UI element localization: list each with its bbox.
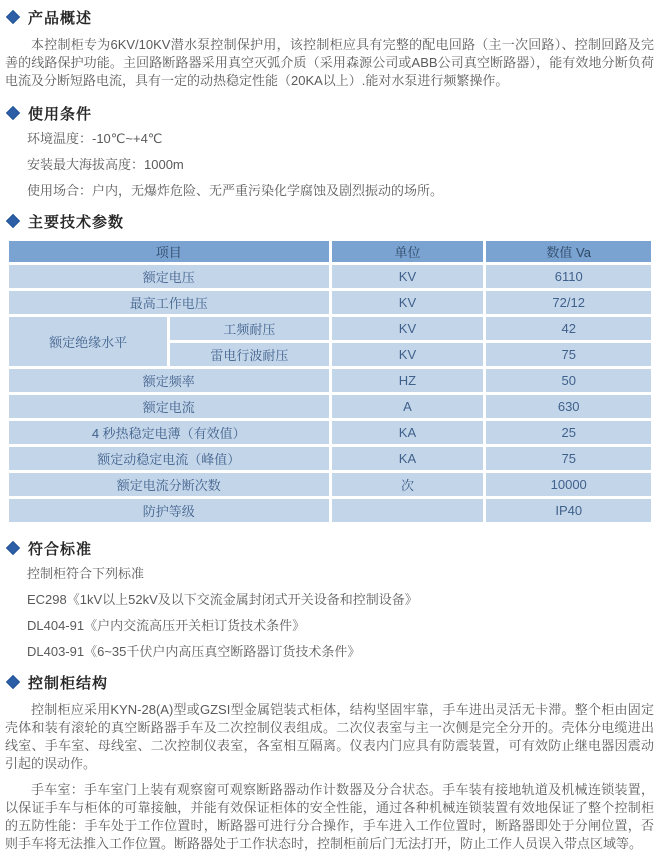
section-title-standards: 符合标准 bbox=[28, 540, 93, 558]
diamond-bullet-icon bbox=[6, 10, 20, 24]
param-value: IP40 bbox=[486, 499, 651, 522]
standard-item-dl404: DL404-91《户内交流高压开关柜订货技术条件》 bbox=[27, 618, 306, 633]
param-name: 工频耐压 bbox=[170, 317, 328, 340]
param-name: 4 秒热稳定电薄（有效值） bbox=[9, 421, 329, 444]
param-name: 额定电流分断次数 bbox=[9, 473, 329, 496]
diamond-bullet-icon bbox=[6, 541, 20, 555]
standard-item-dl403: DL403-91《6~35千伏户内高压真空断路器订货技术条件》 bbox=[27, 644, 361, 659]
section-heading-conditions bbox=[8, 102, 660, 124]
structure-paragraph-cabinet: 控制柜应采用KYN-28(A)型或GZSI型金属铠装式柜体，结构坚固牢靠，手车进出灵活无卡滞。整个柜由固定壳体和装有滚轮的真空断路器手车及二次控制仪表组成。二次仪表室与主一次侧是完全分开的。壳体分电缆进出线室、手车室、母线室、二次控制仪表室，各室相互隔离。仪表内门应具有防震装置，可有效防止继电器因震动引起的误动作。 bbox=[5, 702, 654, 771]
section-title-conditions: 使用条件 bbox=[28, 105, 93, 123]
parameters-table bbox=[6, 238, 654, 525]
table-row bbox=[9, 447, 651, 470]
param-value: 75 bbox=[486, 447, 651, 470]
standards-intro: 控制柜符合下列标准 bbox=[27, 566, 145, 581]
condition-item-temperature: 环境温度：-10℃~+4℃ bbox=[27, 131, 163, 146]
param-value: 50 bbox=[486, 369, 651, 392]
param-name: 雷电行波耐压 bbox=[170, 343, 328, 366]
param-unit: KV bbox=[332, 317, 484, 340]
param-value: 25 bbox=[486, 421, 651, 444]
diamond-bullet-icon bbox=[6, 675, 20, 689]
section-title-structure: 控制柜结构 bbox=[28, 674, 109, 692]
param-unit: HZ bbox=[332, 369, 484, 392]
structure-paragraph-truck-room: 手车室：手车室门上装有观察窗可观察断路器动作计数器及分合状态。手车装有接地轨道及机械连锁装置，以保证手车与柜体的可靠接触，并能有效保证柜体的安全性能，通过各种机械连锁装置有效地保证了整个控制柜的五防性能：手车处于工作位置时，断路器可进行分合操作，手车进入工作位置时，断路器即处于分闸位置，否则手车将无法推入工作位置。断路器处于工作状态时，控制柜前后门无法打开，防止工作人员误入带点区域等。 bbox=[5, 782, 654, 851]
diamond-bullet-icon bbox=[6, 214, 20, 228]
param-unit: 次 bbox=[332, 473, 484, 496]
standard-item-ec298: EC298《1kV以上52kV及以下交流金属封闭式开关设备和控制设备》 bbox=[27, 592, 418, 607]
conditions-list bbox=[27, 126, 660, 204]
section-heading-standards bbox=[8, 537, 660, 559]
param-value: 10000 bbox=[486, 473, 651, 496]
param-unit: KA bbox=[332, 447, 484, 470]
table-row bbox=[9, 317, 651, 340]
param-value: 42 bbox=[486, 317, 651, 340]
table-row bbox=[9, 291, 651, 314]
param-unit: A bbox=[332, 395, 484, 418]
param-name: 最高工作电压 bbox=[9, 291, 329, 314]
table-row bbox=[9, 499, 651, 522]
param-name: 防护等级 bbox=[9, 499, 329, 522]
condition-item-location: 使用场合：户内，无爆炸危险、无严重污染化学腐蚀及剧烈振动的场所。 bbox=[27, 183, 444, 198]
param-unit: KV bbox=[332, 291, 484, 314]
param-value: 72/12 bbox=[486, 291, 651, 314]
section-heading-structure bbox=[8, 671, 660, 693]
standards-list bbox=[27, 561, 660, 665]
param-name: 额定电压 bbox=[9, 265, 329, 288]
column-header-item: 项目 bbox=[9, 241, 329, 262]
table-row bbox=[9, 395, 651, 418]
param-value: 6110 bbox=[486, 265, 651, 288]
table-row bbox=[9, 421, 651, 444]
column-header-unit: 单位 bbox=[332, 241, 484, 262]
table-row bbox=[9, 265, 651, 288]
param-name: 额定频率 bbox=[9, 369, 329, 392]
table-row bbox=[9, 473, 651, 496]
table-header-row bbox=[9, 241, 651, 262]
column-header-value: 数值 Va bbox=[486, 241, 651, 262]
section-heading-parameters bbox=[8, 210, 660, 232]
section-heading-overview bbox=[8, 6, 660, 28]
diamond-bullet-icon bbox=[6, 106, 20, 120]
param-group-name: 额定绝缘水平 bbox=[9, 317, 167, 366]
param-unit: KV bbox=[332, 343, 484, 366]
param-name: 额定动稳定电流（峰值） bbox=[9, 447, 329, 470]
param-value: 630 bbox=[486, 395, 651, 418]
section-title-parameters: 主要技术参数 bbox=[28, 213, 125, 231]
param-name: 额定电流 bbox=[9, 395, 329, 418]
param-unit: KA bbox=[332, 421, 484, 444]
overview-paragraph: 本控制柜专为6KV/10KV潜水泵控制保护用，该控制柜应具有完整的配电回路（主一次回路）、控制回路及完善的线路保护功能。主回路断路器采用真空灭弧介质（采用森源公司或ABB公司真空断路器），能有效地分断负荷电流及分断短路电流，具有一定的动热稳定性能（20KA以上）.能对水泵进行频繁操作。 bbox=[5, 37, 654, 88]
table-row bbox=[9, 369, 651, 392]
section-title-overview: 产品概述 bbox=[28, 9, 93, 27]
param-value: 75 bbox=[486, 343, 651, 366]
param-unit bbox=[332, 499, 484, 522]
condition-item-altitude: 安装最大海拔高度：1000m bbox=[27, 157, 184, 172]
param-unit: KV bbox=[332, 265, 484, 288]
